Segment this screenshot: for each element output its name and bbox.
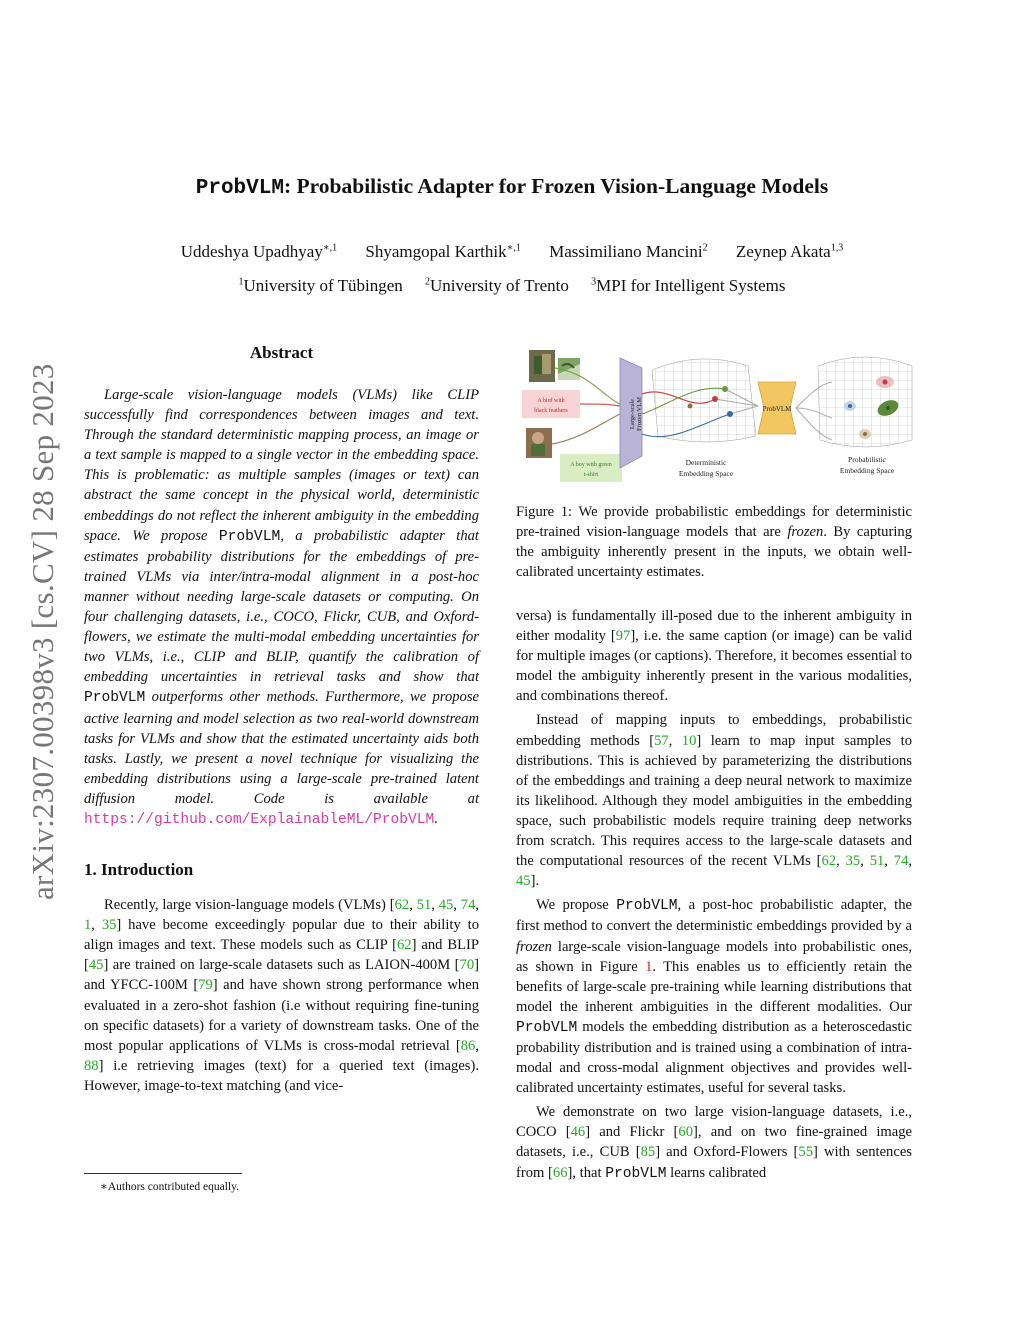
citation-link[interactable]: 74 (460, 897, 476, 914)
figure-1 (520, 344, 915, 492)
author: Shyamgopal Karthik$^{∗,1}$ (365, 242, 521, 261)
abstract-text: Large-scale vision-language models (VLMs) like CLIP successfully find correspondences between images and text. Through the standard deterministic mapping process, an image or a text sample is mapped to a single vector in the embedding space. This is problematic: as multiple samples (images or text) can abstract the same concept in the physical world, deterministic embeddings do not reflect the inherent ambiguity in the embedding space. We propose ProbVLM, a probabilistic adapter that estimates probability distributions for the embeddings of pre-trained VLMs via inter/intra-modal alignment in a post-hoc manner without needing large-scale datasets or computing. On four challenging datasets, i.e., COCO, Flickr, CUB, and Oxford-flowers, we estimate the multi-modal embedding uncertainties for two VLMs, i.e., CLIP and BLIP, quantify the calibration of embedding uncertainties in retrieval tasks and show that ProbVLM outperforms other methods. Furthermore, we propose active learning and model selection as two real-world downstream tasks for VLMs and show that the estimated uncertainty aids both tasks. Lastly, we present a novel technique for visualizing the embedding distributions using a large-scale pre-trained latent diffusion model. Code is available at https://github.com/ExplainableML/ProbVLM. (84, 387, 479, 828)
citation-link[interactable]: 45 (88, 957, 104, 974)
citation-link[interactable]: 60 (678, 1124, 694, 1141)
svg-text:t-shirt: t-shirt (583, 472, 599, 478)
figure-caption: Figure 1: We provide probabilistic embeddings for deterministic pre-trained vision-language models that are frozen. By capturing the ambiguity inherently present in the inputs, we obtain well-calibrated uncertainty estimates. (516, 504, 912, 581)
paragraph: versa) is fundamentally ill-posed due to the inherent ambiguity in either modality [97], i.e. the same caption (or image) can be valid for multiple images (or captions). Therefore, it becomes essential to model the ambiguity inherently present in the various modalities, and combinations thereof. (516, 608, 913, 705)
probabilistic-embedding-space (796, 357, 912, 475)
right-column (516, 606, 912, 1188)
svg-text:Probabilistic: Probabilistic (848, 455, 886, 464)
input-image-1 (529, 350, 555, 382)
title-method-name: ProbVLM (195, 177, 284, 200)
svg-text:Embedding Space: Embedding Space (678, 469, 734, 478)
arxiv-stamp: arXiv:2307.00398v3 [cs.CV] 28 Sep 2023 (25, 363, 60, 900)
citation-link[interactable]: 62 (397, 937, 412, 954)
svg-text:Large-scale: Large-scale (629, 398, 636, 430)
input-image-3 (526, 428, 552, 458)
citation-link[interactable]: 79 (198, 977, 213, 994)
frozen-vlm-block (620, 358, 643, 468)
author: Zeynep Akata$^{1,3}$ (735, 242, 844, 261)
figure-link[interactable]: 1 (645, 958, 653, 975)
title-rest: : Probabilistic Adapter for Frozen Vision-Language Models (283, 174, 829, 198)
citation-link[interactable]: 70 (459, 957, 475, 974)
text-query-2 (560, 454, 622, 482)
citation-link[interactable]: 55 (798, 1144, 813, 1161)
affiliation: $^2$University of Trento (425, 276, 569, 295)
citation-link[interactable]: 10 (681, 732, 697, 749)
footnote: ∗Authors contributed equally. (100, 1181, 239, 1193)
citation-link[interactable]: 51 (416, 897, 432, 914)
footnote-rule (84, 1173, 242, 1174)
svg-text:ProbVLM: ProbVLM (762, 405, 792, 413)
citation-link[interactable]: 45 (438, 897, 454, 914)
paragraph: Recently, large vision-language models (VLMs) [62, 51, 45, 74, 1, 35] have become exceedingly popular due to their ability to align images and text. These models such as CLIP [62] and BLIP [45] are trained on large-scale datasets such as LAION-400M [70] and YFCC-100M [79] and have shown strong performance when evaluated in a zero-shot fashion (i.e without requiring fine-tuning on specific datasets) for a variety of downstream tasks. One of the most popular applications of VLMs is cross-modal retrieval [86, 88] i.e retrieving images (text) for a queried text (images). However, image-to-text matching (and vice- (84, 897, 480, 1094)
citation-link[interactable]: 85 (640, 1144, 656, 1161)
citation-link[interactable]: 62 (394, 897, 410, 914)
svg-text:black feathers: black feathers (534, 408, 568, 414)
citation-link[interactable]: 1 (84, 917, 92, 934)
paper-title (0, 174, 1024, 200)
probvlm-adapter-block (758, 382, 796, 434)
citation-link[interactable]: 35 (845, 853, 861, 870)
left-column (84, 343, 479, 1096)
paragraph: We demonstrate on two large vision-language datasets, i.e., COCO [46] and Flickr [60], and on two fine-grained image datasets, i.e., CUB [85] and Oxford-Flowers [55] with sentences from [66], that ProbVLM learns calibrated (516, 1104, 912, 1182)
affiliation-list (0, 276, 1024, 296)
affiliation: $^3$MPI for Intelligent Systems (591, 276, 786, 295)
author-list (0, 242, 1024, 262)
svg-text:Frozen VLM: Frozen VLM (636, 396, 643, 432)
affiliation: $^1$University of Tübingen (238, 276, 403, 295)
citation-link[interactable]: 46 (570, 1124, 586, 1141)
citation-link[interactable]: 57 (654, 732, 669, 749)
paragraph: Instead of mapping inputs to embeddings, probabilistic embedding methods [57, 10] learn to map input samples to distributions. This is achieved by parameterizing the distributions of the embeddings and training a deep neural network to maximize its likelihood. Although they model ambiguities in the embedding space, such probabilistic models require training deep networks from scratch. This requires access to the large-scale datasets and the computational resources of the recent VLMs [62, 35, 51, 74, 45]. (516, 712, 913, 890)
text-query-1 (522, 390, 580, 418)
svg-text:Deterministic: Deterministic (685, 458, 727, 467)
code-link[interactable]: https://github.com/ExplainableML/ProbVLM (84, 811, 435, 828)
author: Massimiliano Mancini$^2$ (549, 242, 708, 261)
citation-link[interactable]: 88 (84, 1057, 99, 1074)
citation-link[interactable]: 35 (101, 917, 117, 934)
citation-link[interactable]: 86 (460, 1037, 476, 1054)
svg-text:A boy with green: A boy with green (570, 462, 612, 468)
citation-link[interactable]: 66 (552, 1164, 568, 1181)
abstract-heading: Abstract (249, 343, 314, 362)
svg-text:A bird with: A bird with (537, 398, 565, 404)
citation-link[interactable]: 62 (821, 853, 837, 870)
citation-link[interactable]: 45 (516, 873, 531, 890)
section-heading: 1. Introduction (84, 860, 194, 880)
paragraph: We propose ProbVLM, a post-hoc probabilistic adapter, the first method to convert the deterministic embeddings provided by a frozen large-scale vision-language models into probabilistic ones, as shown in Figure 1. This enables us to efficiently retain the benefits of large-scale pre-training while learning distributions that model the inherent ambiguities in the different modalities. Our ProbVLM models the embedding distribution as a heteroscedastic probability distribution and is trained using a combination of intra-modal and cross-modal alignment objectives and provides well-calibrated uncertainty estimates, useful for several tasks. (516, 897, 912, 1097)
svg-text:Embedding Space: Embedding Space (839, 466, 895, 475)
citation-link[interactable]: 51 (869, 853, 885, 870)
deterministic-embedding-space (642, 359, 758, 478)
citation-link[interactable]: 97 (615, 628, 631, 645)
citation-link[interactable]: 74 (893, 853, 909, 870)
author: Uddeshya Upadhyay$^{∗,1}$ (180, 242, 338, 261)
